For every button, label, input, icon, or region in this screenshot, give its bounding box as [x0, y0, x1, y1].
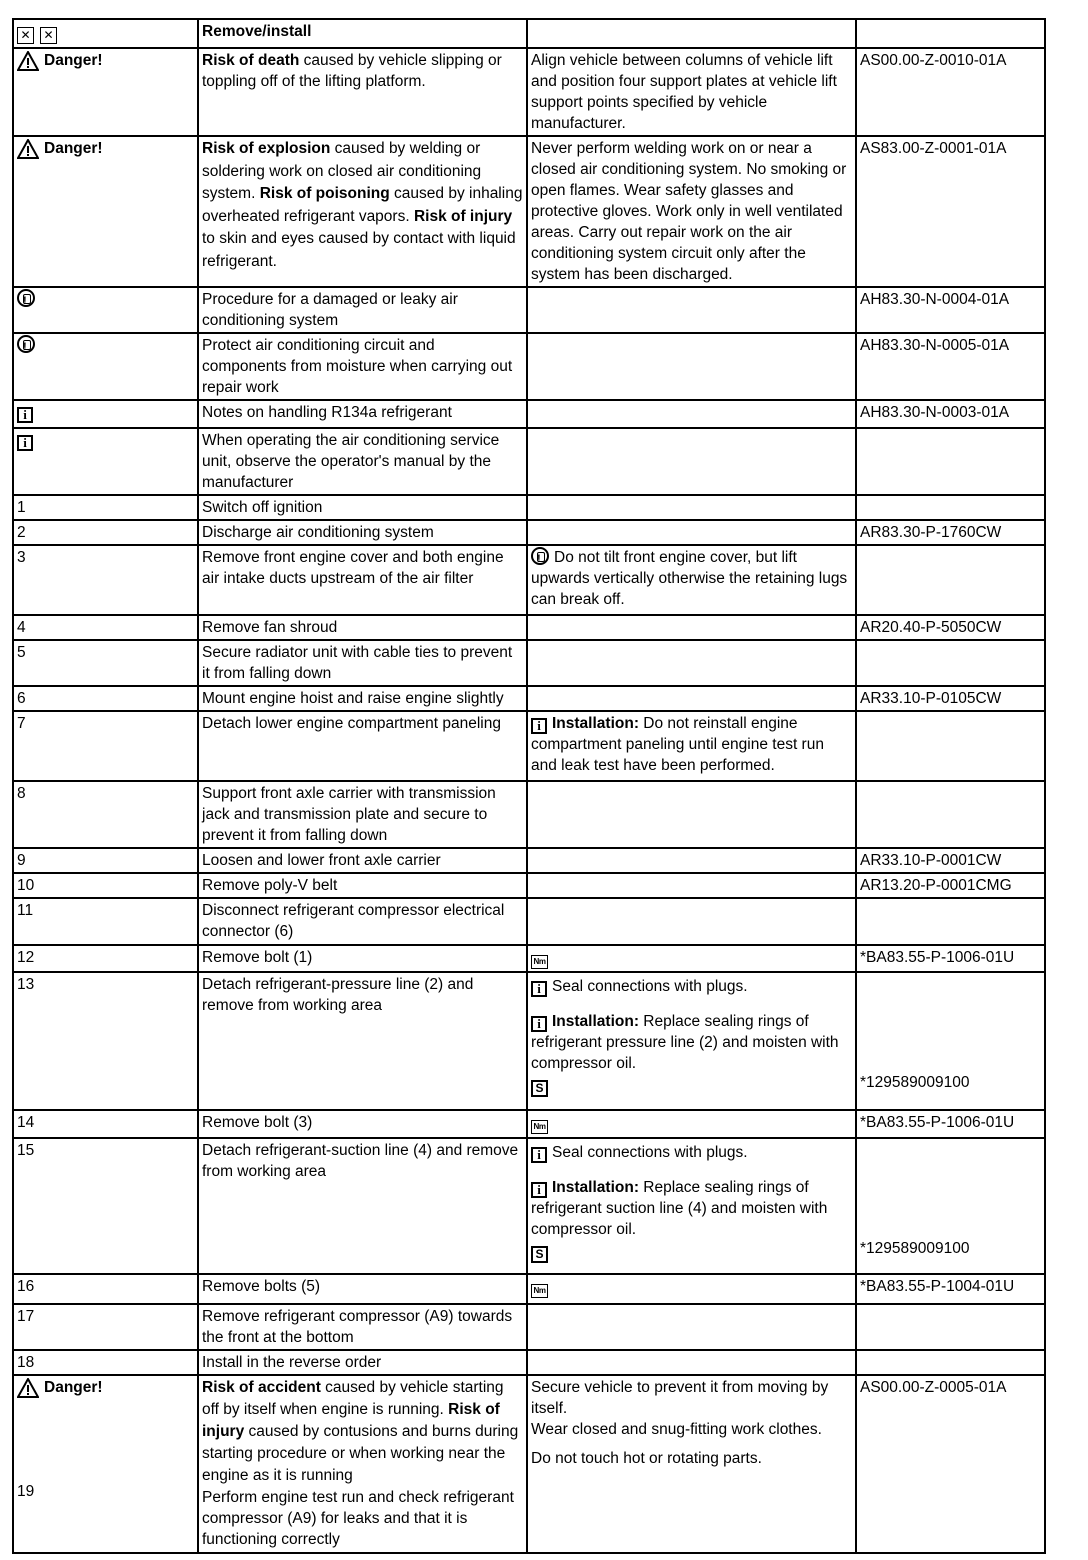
info-icon: i — [531, 981, 547, 997]
step-row: 3 Remove front engine cover and both engine air intake ducts upstream of the air filter !Do not tilt front engine cover, but lift upwards vertically otherwise the retaining lugs can break off. — [13, 545, 1045, 615]
notice-row-1: ! Procedure for a damaged or leaky air conditioning system AH83.30-N-0004-01A — [13, 287, 1045, 333]
step-row: 17 Remove refrigerant compressor (A9) towards the front at the bottom — [13, 1304, 1045, 1350]
reference-link[interactable]: AR20.40-P-5050CW — [856, 615, 1045, 640]
torque-icon[interactable]: Nm — [531, 955, 548, 969]
step-row: 6 Mount engine hoist and raise engine slightly AR33.10-P-0105CW — [13, 686, 1045, 711]
warning-triangle-icon — [17, 139, 39, 159]
torque-icon[interactable]: Nm — [531, 1284, 548, 1298]
step-row: 13 Detach refrigerant-pressure line (2) and remove from working area i Seal connections with plugs. i Installation: Replace sealing rings of refrigerant pressure line (2) and moisten with compressor oil. S *129589009100 — [13, 972, 1045, 1110]
step-row: 14 Remove bolt (3) Nm *BA83.55-P-1006-01U — [13, 1110, 1045, 1138]
danger-label: Danger! — [44, 52, 103, 69]
warning-triangle-icon — [17, 1378, 39, 1398]
step-number: 12 — [13, 945, 198, 972]
danger-row-1: Danger! Risk of death caused by vehicle slipping or toppling off of the lifting platform. Align vehicle between columns of vehicle lift and position four support plates at vehicle lift support points specified by vehicle manufacturer. AS00.00-Z-0010-01A — [13, 48, 1045, 136]
header-row — [13, 19, 1045, 48]
reference-link[interactable]: AR33.10-P-0105CW — [856, 686, 1045, 711]
reference-link[interactable]: AH83.30-N-0003-01A — [856, 400, 1045, 428]
step-number: 19 — [17, 1483, 35, 1500]
reference-link[interactable]: AR83.30-P-1760CW — [856, 520, 1045, 545]
step-number: 10 — [13, 873, 198, 898]
header-title: Remove/install — [198, 19, 527, 48]
step-number: 4 — [13, 615, 198, 640]
step-number: 5 — [13, 640, 198, 686]
step-number: 7 — [13, 711, 198, 781]
special-tool-icon[interactable]: S — [531, 1246, 548, 1263]
step-number: 8 — [13, 781, 198, 848]
step-row: 10 Remove poly-V belt AR13.20-P-0001CMG — [13, 873, 1045, 898]
notice-icon — [531, 547, 549, 565]
procedure-table — [12, 18, 1046, 1554]
step-number: 1 — [13, 495, 198, 520]
step-row: 8 Support front axle carrier with transmission jack and transmission plate and secure to prevent it from falling down — [13, 781, 1045, 848]
step-row: 15 Detach refrigerant-suction line (4) and remove from working area i Seal connections with plugs. i Installation: Replace sealing rings of refrigerant suction line (4) and moisten with compressor oil. S *129589009100 — [13, 1138, 1045, 1274]
step-row: 12 Remove bolt (1) Nm *BA83.55-P-1006-01U — [13, 945, 1045, 972]
danger-row-2: Danger! Risk of explosion caused by welding or soldering work on closed air conditioning system. Risk of poisoning caused by inhaling overheated refrigerant vapors. Risk of injury to skin and eyes caused by contact with liquid refrigerant. Never perform welding work on or near a closed air conditioning system. No smoking or open flames. Wear safety glasses and protective gloves. Work only in well ventilated areas. Carry out repair work on the air conditioning system circuit only after the system has been discharged. AS83.00-Z-0001-01A — [13, 136, 1045, 287]
step-number: 11 — [13, 898, 198, 945]
step-number: 16 — [13, 1274, 198, 1304]
reference-link[interactable]: AS00.00-Z-0010-01A — [856, 48, 1045, 136]
info-icon: i — [531, 1182, 547, 1198]
step-row: 16 Remove bolts (5) Nm *BA83.55-P-1004-01U — [13, 1274, 1045, 1304]
reference-link[interactable]: *BA83.55-P-1006-01U — [856, 1110, 1045, 1138]
step-number: 15 — [13, 1138, 198, 1274]
reference-link[interactable]: AS00.00-Z-0005-01A — [856, 1375, 1045, 1553]
step-row: 9 Loosen and lower front axle carrier AR33.10-P-0001CW — [13, 848, 1045, 873]
header-icons-cell — [13, 19, 198, 48]
notice-icon — [17, 289, 35, 307]
step-number: 9 — [13, 848, 198, 873]
reference-link[interactable]: AS83.00-Z-0001-01A — [856, 136, 1045, 287]
step-number: 18 — [13, 1350, 198, 1375]
torque-icon[interactable]: Nm — [531, 1120, 548, 1134]
step-row: 11 Disconnect refrigerant compressor electrical connector (6) — [13, 898, 1045, 945]
step-row: 18 Install in the reverse order — [13, 1350, 1045, 1375]
step-number: 14 — [13, 1110, 198, 1138]
expand-icon[interactable]: ✕ — [17, 27, 34, 44]
step-row: 2 Discharge air conditioning system AR83.30-P-1760CW — [13, 520, 1045, 545]
info-icon: i — [17, 435, 33, 451]
info-row-2: i When operating the air conditioning service unit, observe the operator's manual by the manufacturer — [13, 428, 1045, 495]
step-row: 4 Remove fan shroud AR20.40-P-5050CW — [13, 615, 1045, 640]
info-icon: i — [531, 1016, 547, 1032]
step-row: 7 Detach lower engine compartment paneling i Installation: Do not reinstall engine compartment paneling until engine test run and leak test have been performed. — [13, 711, 1045, 781]
info-icon: i — [17, 407, 33, 423]
tool-reference-link[interactable]: *129589009100 — [860, 1240, 970, 1257]
collapse-icon[interactable]: ✕ — [40, 27, 57, 44]
reference-link[interactable]: AH83.30-N-0004-01A — [856, 287, 1045, 333]
step-number: 13 — [13, 972, 198, 1110]
reference-link[interactable]: *BA83.55-P-1004-01U — [856, 1274, 1045, 1304]
step-number: 17 — [13, 1304, 198, 1350]
info-row-1: i Notes on handling R134a refrigerant AH83.30-N-0003-01A — [13, 400, 1045, 428]
reference-link[interactable]: AR33.10-P-0001CW — [856, 848, 1045, 873]
step-number: 3 — [13, 545, 198, 615]
notice-row-2: ! Protect air conditioning circuit and components from moisture when carrying out repair work AH83.30-N-0005-01A — [13, 333, 1045, 400]
note-cell: Align vehicle between columns of vehicle lift and position four support plates at vehicle lift support points specified by vehicle manufacturer. — [527, 48, 856, 136]
note-cell: Never perform welding work on or near a closed air conditioning system. No smoking or open flames. Wear safety glasses and protective gloves. Work only in well ventilated areas. Carry out repair work on the air conditioning system circuit only after the system has been discharged. — [527, 136, 856, 287]
reference-link[interactable]: AH83.30-N-0005-01A — [856, 333, 1045, 400]
warning-triangle-icon — [17, 51, 39, 71]
special-tool-icon[interactable]: S — [531, 1080, 548, 1097]
tool-reference-link[interactable]: *129589009100 — [860, 1074, 970, 1091]
step-row: 5 Secure radiator unit with cable ties to prevent it from falling down — [13, 640, 1045, 686]
notice-icon — [17, 335, 35, 353]
danger-row-3: Danger! 19 Risk of accident caused by vehicle starting off by itself when engine is running. Risk of injury caused by contusions and burns during starting procedure or when working near the engine as it is running Perform engine test run and check refrigerant compressor (A9) for leaks and that it is functioning correctly Secure vehicle to prevent it from moving by itself. Wear closed and snug-fitting work clothes. Do not touch hot or rotating parts. AS00.00-Z-0005-01A — [13, 1375, 1045, 1553]
step-number: 2 — [13, 520, 198, 545]
info-icon: i — [531, 1147, 547, 1163]
risk-bold: Risk of death — [202, 52, 300, 69]
step-row: 1 Switch off ignition — [13, 495, 1045, 520]
info-icon: i — [531, 718, 547, 734]
reference-link[interactable]: *BA83.55-P-1006-01U — [856, 945, 1045, 972]
reference-link[interactable]: AR13.20-P-0001CMG — [856, 873, 1045, 898]
step-number: 6 — [13, 686, 198, 711]
